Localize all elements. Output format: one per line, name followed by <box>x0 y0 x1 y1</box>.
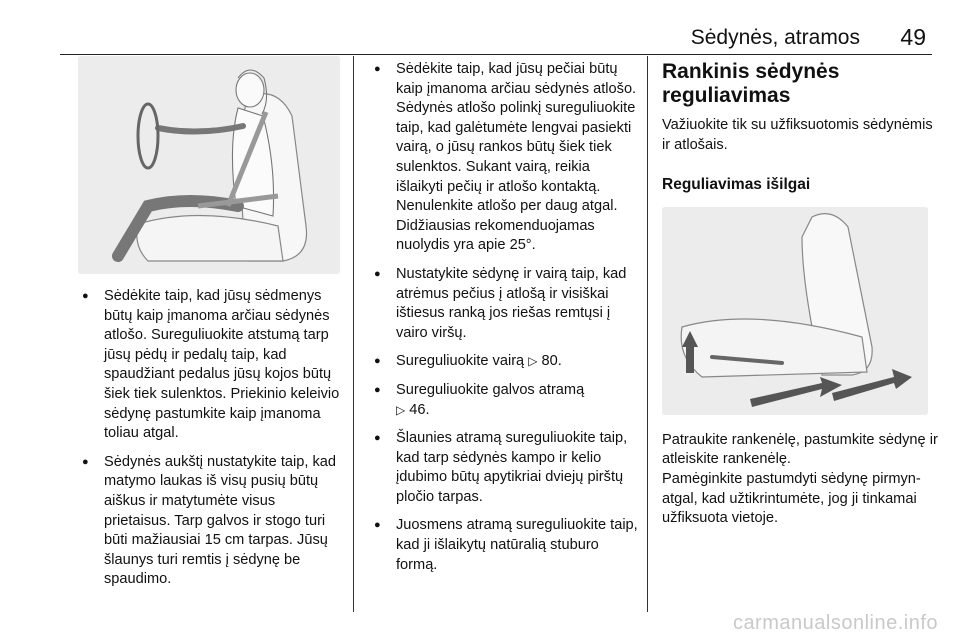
instruction-paragraph: Pamėginkite pastumdyti sėdynę pirmyn-atgal, kad užtikrintumėte, jog ji tinkamai užfiksuota vietoje. <box>662 470 921 527</box>
column-divider <box>647 56 648 612</box>
page-reference-arrow-icon: ▷ <box>396 402 406 417</box>
reference-text: Sureguliuokite galvos atramą <box>396 381 585 398</box>
page-reference-arrow-icon: ▷ <box>528 354 538 369</box>
list-item <box>370 381 638 420</box>
list-item: ● Sėdėkite taip, kad jūsų pečiai būtų kaip įmanoma arčiau sėdynės atlošo. Sėdynės atlošo polinkį sureguliuokite taip, kad galėtumėte lengvai pasiekti vairą, o jūsų rankos būtų šiek tiek sulenktos. Sukant vairą, reikia išlaikyti pečių ir atlošo kontaktą. Nenulenkite atlošo per daug atgal. Didžiausias rekomenduojamas nuolydis yra apie 25°. <box>370 60 638 256</box>
bullet-list <box>370 60 638 575</box>
column-2 <box>370 60 638 584</box>
seat-posture-illustration <box>78 56 340 274</box>
list-item: ● Sėdynės aukštį nustatykite taip, kad matymo laukas iš visų pusių būtų aiškus ir matytumėte visus prietaisus. Tarp galvos ir stogo turi būti mažiausiai 15 cm tarpas. Jūsų šlaunys turi remtis į sėdynę be spaudimo. <box>78 453 340 590</box>
list-item: ● Nustatykite sėdynę ir vairą taip, kad atrėmus pečius į atlošą ir visiškai ištiesus ranką jos riešas remtųsi į vairo viršų. <box>370 265 638 343</box>
column-divider <box>353 56 354 612</box>
watermark: carmanualsonline.info <box>732 612 938 634</box>
list-item <box>370 352 638 372</box>
page-header <box>60 22 932 52</box>
column-3 <box>662 60 938 529</box>
seat-longitudinal-adjustment-illustration <box>662 207 928 415</box>
intro-paragraph: Važiuokite tik su užfiksuotomis sėdynėmis ir atlošais. <box>662 117 933 153</box>
header-rule <box>60 54 932 55</box>
page-number: 49 <box>900 24 926 50</box>
list-item: ● Sėdėkite taip, kad jūsų sėdmenys būtų kaip įmanoma arčiau sėdynės atlošo. Sureguliuokite atstumą tarp jūsų pėdų ir pedalų taip, kad spaudžiant pedalus jūsų kojos būtų šiek tiek sulenktos. Priekinio keleivio sėdynę pastumkite kaip įmanoma toliau atgal. <box>78 287 340 444</box>
page-reference-link[interactable]: 80. <box>541 353 562 370</box>
instruction-paragraph: Patraukite rankenėlę, pastumkite sėdynę ir atleiskite rankenėlę. <box>662 431 938 468</box>
header-title: Sėdynės, atramos <box>690 26 860 49</box>
reference-text: Sureguliuokite vairą <box>396 353 525 370</box>
list-item: ● Juosmens atramą sureguliuokite taip, kad ji išlaikytų natūralią stuburo formą. <box>370 516 638 575</box>
page-reference-link[interactable]: 46. <box>409 401 430 418</box>
column-1 <box>78 56 340 599</box>
section-heading: Rankinis sėdynės reguliavimas <box>662 60 840 107</box>
list-item: ● Šlaunies atramą sureguliuokite taip, kad tarp sėdynės kampo ir kelio įdubimo būtų apytikriai dviejų pirštų pločio tarpas. <box>370 429 638 507</box>
bullet-list <box>78 287 340 590</box>
subsection-heading: Reguliavimas išilgai <box>662 176 811 194</box>
